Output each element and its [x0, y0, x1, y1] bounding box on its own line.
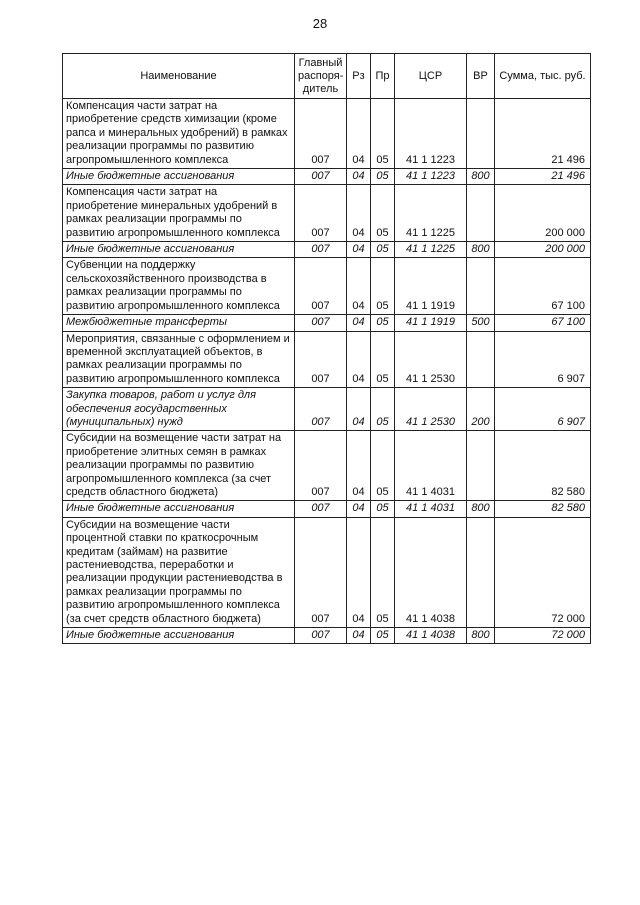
cell-csr: 41 1 4038	[395, 628, 467, 644]
cell-admin: 007	[295, 169, 347, 185]
cell-csr: 41 1 1223	[395, 99, 467, 169]
cell-admin: 007	[295, 388, 347, 431]
cell-csr: 41 1 4031	[395, 501, 467, 517]
cell-pr: 05	[371, 501, 395, 517]
cell-rz: 04	[347, 315, 371, 331]
cell-csr: 41 1 1223	[395, 169, 467, 185]
header-sum: Сумма, тыс. руб.	[495, 54, 591, 99]
cell-sum: 21 496	[495, 169, 591, 185]
cell-name: Субвенции на поддержку сельскохозяйственного производства в рамках реализации программы по развитию агропромышленного комплекса	[63, 258, 295, 315]
cell-vr	[467, 185, 495, 242]
table-row	[63, 185, 591, 242]
cell-rz: 04	[347, 388, 371, 431]
table-row	[63, 331, 591, 388]
cell-pr: 05	[371, 99, 395, 169]
cell-admin: 007	[295, 258, 347, 315]
cell-sum: 72 000	[495, 517, 591, 627]
cell-csr: 41 1 1919	[395, 258, 467, 315]
cell-csr: 41 1 4031	[395, 431, 467, 501]
cell-vr: 200	[467, 388, 495, 431]
cell-pr: 05	[371, 315, 395, 331]
cell-sum: 72 000	[495, 628, 591, 644]
budget-table	[62, 53, 591, 644]
cell-pr: 05	[371, 517, 395, 627]
header-pr: Пр	[371, 54, 395, 99]
cell-admin: 007	[295, 628, 347, 644]
cell-csr: 41 1 1225	[395, 185, 467, 242]
cell-admin: 007	[295, 315, 347, 331]
cell-rz: 04	[347, 331, 371, 388]
cell-sum: 67 100	[495, 315, 591, 331]
cell-rz: 04	[347, 628, 371, 644]
cell-pr: 05	[371, 628, 395, 644]
cell-admin: 007	[295, 99, 347, 169]
cell-vr	[467, 431, 495, 501]
table-row	[63, 242, 591, 258]
cell-name: Иные бюджетные ассигнования	[63, 501, 295, 517]
page-number: 28	[312, 16, 328, 31]
cell-sum: 67 100	[495, 258, 591, 315]
cell-sum: 6 907	[495, 331, 591, 388]
cell-name: Иные бюджетные ассигнования	[63, 169, 295, 185]
cell-csr: 41 1 2530	[395, 388, 467, 431]
table-row	[63, 315, 591, 331]
cell-rz: 04	[347, 258, 371, 315]
cell-admin: 007	[295, 185, 347, 242]
header-rz: Рз	[347, 54, 371, 99]
cell-csr: 41 1 1225	[395, 242, 467, 258]
cell-name: Межбюджетные трансферты	[63, 315, 295, 331]
cell-rz: 04	[347, 517, 371, 627]
table-row	[63, 628, 591, 644]
cell-admin: 007	[295, 242, 347, 258]
header-csr: ЦСР	[395, 54, 467, 99]
cell-sum: 82 580	[495, 431, 591, 501]
cell-rz: 04	[347, 169, 371, 185]
cell-sum: 6 907	[495, 388, 591, 431]
cell-vr	[467, 331, 495, 388]
cell-vr: 800	[467, 501, 495, 517]
cell-sum: 200 000	[495, 185, 591, 242]
table-row	[63, 169, 591, 185]
cell-vr: 800	[467, 242, 495, 258]
cell-name: Субсидии на возмещение части процентной ставки по краткосрочным кредитам (займам) на развитие растениеводства, переработки и реализации продукции растениеводства в рамках реализации программы по развитию агропромышленного комплекса (за счет средств областного бюджета)	[63, 517, 295, 627]
cell-pr: 05	[371, 431, 395, 501]
cell-rz: 04	[347, 501, 371, 517]
cell-rz: 04	[347, 242, 371, 258]
table-row	[63, 501, 591, 517]
cell-name: Иные бюджетные ассигнования	[63, 242, 295, 258]
cell-sum: 82 580	[495, 501, 591, 517]
table-row	[63, 99, 591, 169]
cell-sum: 200 000	[495, 242, 591, 258]
header-name: Наименование	[63, 54, 295, 99]
cell-vr	[467, 99, 495, 169]
cell-pr: 05	[371, 331, 395, 388]
cell-admin: 007	[295, 331, 347, 388]
cell-csr: 41 1 2530	[395, 331, 467, 388]
cell-pr: 05	[371, 258, 395, 315]
header-admin: Главный распоря-дитель	[295, 54, 347, 99]
cell-pr: 05	[371, 242, 395, 258]
cell-rz: 04	[347, 431, 371, 501]
table-body	[63, 99, 591, 644]
table-row	[63, 517, 591, 627]
cell-name: Компенсация части затрат на приобретение средств химизации (кроме рапса и минеральных удобрений) в рамках реализации программы по развитию агропромышленного комплекса	[63, 99, 295, 169]
table-row	[63, 258, 591, 315]
cell-csr: 41 1 4038	[395, 517, 467, 627]
cell-admin: 007	[295, 431, 347, 501]
cell-name: Закупка товаров, работ и услуг для обеспечения государственных (муниципальных) нужд	[63, 388, 295, 431]
cell-name: Субсидии на возмещение части затрат на приобретение элитных семян в рамках реализации программы по развитию агропромышленного комплекса (за счет средств областного бюджета)	[63, 431, 295, 501]
cell-vr: 800	[467, 169, 495, 185]
cell-name: Мероприятия, связанные с оформлением и временной эксплуатацией объектов, в рамках реализации программы по развитию агропромышленного комплекса	[63, 331, 295, 388]
cell-sum: 21 496	[495, 99, 591, 169]
cell-pr: 05	[371, 185, 395, 242]
header-vr: ВР	[467, 54, 495, 99]
table-row	[63, 388, 591, 431]
cell-vr	[467, 517, 495, 627]
cell-pr: 05	[371, 169, 395, 185]
cell-name: Компенсация части затрат на приобретение минеральных удобрений в рамках реализации программы по развитию агропромышленного комплекса	[63, 185, 295, 242]
cell-vr: 800	[467, 628, 495, 644]
cell-csr: 41 1 1919	[395, 315, 467, 331]
cell-vr: 500	[467, 315, 495, 331]
cell-vr	[467, 258, 495, 315]
cell-admin: 007	[295, 517, 347, 627]
cell-admin: 007	[295, 501, 347, 517]
cell-rz: 04	[347, 99, 371, 169]
cell-name: Иные бюджетные ассигнования	[63, 628, 295, 644]
header-row	[63, 54, 591, 99]
cell-pr: 05	[371, 388, 395, 431]
cell-rz: 04	[347, 185, 371, 242]
table-row	[63, 431, 591, 501]
